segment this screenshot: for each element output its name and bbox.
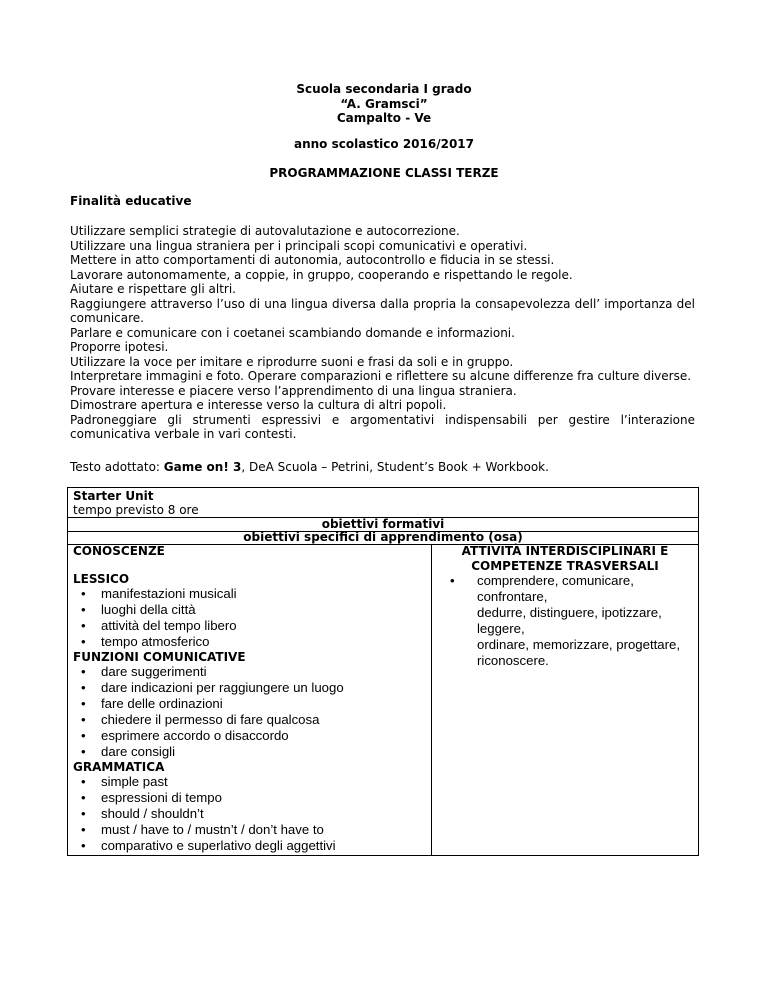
lessico-item: • manifestazioni musicali bbox=[73, 586, 423, 602]
funzioni-item: • fare delle ordinazioni bbox=[73, 696, 423, 712]
lessico-title: LESSICO bbox=[73, 572, 130, 586]
school-type: Scuola secondaria I grado bbox=[296, 82, 472, 96]
lessico-item: • tempo atmosferico bbox=[73, 634, 423, 650]
school-place: Campalto - Ve bbox=[336, 111, 432, 125]
unit-title: Starter Unit bbox=[73, 489, 154, 503]
funzioni-item: • dare suggerimenti bbox=[73, 664, 423, 680]
finalita-item: Proporre ipotesi. bbox=[70, 340, 169, 354]
column-divider bbox=[431, 544, 432, 856]
finalita-item: Parlare e comunicare con i coetanei scambiando domande e informazioni. bbox=[70, 325, 515, 340]
grammatica-item: • should / shouldn’t bbox=[73, 806, 423, 822]
conoscenze-cell bbox=[73, 572, 423, 854]
textbook-title: Game on! 3 bbox=[163, 460, 242, 474]
col-attivita bbox=[431, 544, 699, 573]
finalita-item: Utilizzare la voce per imitare e riprodurre suoni e frasi da soli e in gruppo. bbox=[70, 354, 514, 369]
competenze-cell bbox=[442, 573, 698, 669]
finalita-item: Utilizzare semplici strategie di autovalutazione e autocorrezione. bbox=[70, 224, 460, 238]
col-conoscenze: CONOSCENZE bbox=[73, 544, 165, 558]
finalita-item: comunicare. bbox=[70, 311, 144, 325]
obiettivi-formativi: obiettivi formativi bbox=[321, 517, 445, 531]
lessico-item: • attività del tempo libero bbox=[73, 618, 423, 634]
school-header bbox=[0, 82, 768, 126]
col-attivita-line1: ATTIVITÀ INTERDISCIPLINARI E bbox=[461, 544, 669, 558]
finalita-item: comunicativa verbale in vari contesti. bbox=[70, 427, 297, 441]
grammatica-item: • simple past bbox=[73, 774, 423, 790]
grammatica-item: • must / have to / mustn’t / don’t have to bbox=[73, 822, 423, 838]
grammatica-title: GRAMMATICA bbox=[73, 760, 165, 774]
competenze-line: dedurre, distinguere, ipotizzare, leggere, bbox=[477, 605, 662, 636]
competenze-line: riconoscere. bbox=[477, 653, 549, 668]
textbook-prefix: Testo adottato: bbox=[70, 460, 164, 474]
finalita-item: Lavorare autonomamente, a coppie, in gruppo, cooperando e rispettando le regole. bbox=[70, 267, 573, 282]
funzioni-item: • chiedere il permesso di fare qualcosa bbox=[73, 712, 423, 728]
finalita-list bbox=[70, 224, 695, 442]
finalita-item: Dimostrare apertura e interesse verso la cultura di altri popoli. bbox=[70, 398, 447, 412]
funzioni-item: • esprimere accordo o disaccordo bbox=[73, 728, 423, 744]
finalita-item: Mettere in atto comportamenti di autonomia, autocontrollo e fiducia in se stessi. bbox=[70, 253, 555, 267]
finalita-item: Provare interesse e piacere verso l’apprendimento di una lingua straniera. bbox=[70, 383, 517, 398]
finalita-item: Interpretare immagini e foto. Operare comparazioni e riflettere su alcune differenze fra culture diverse. bbox=[70, 369, 692, 383]
funzioni-title: FUNZIONI COMUNICATIVE bbox=[73, 650, 246, 664]
school-name: “A. Gramsci” bbox=[340, 96, 428, 111]
finalita-item: Utilizzare una lingua straniera per i principali scopi comunicativi e operativi. bbox=[70, 238, 528, 253]
textbook-line bbox=[70, 460, 549, 475]
grammatica-item: • espressioni di tempo bbox=[73, 790, 423, 806]
unit-table bbox=[67, 487, 699, 856]
col-attivita-line2: COMPETENZE TRASVERSALI bbox=[471, 558, 659, 573]
program-title: PROGRAMMAZIONE CLASSI TERZE bbox=[269, 166, 499, 180]
grammatica-item: • comparativo e superlativo degli aggettivi bbox=[73, 838, 423, 854]
funzioni-item: • dare consigli bbox=[73, 744, 423, 760]
school-year: anno scolastico 2016/2017 bbox=[293, 137, 475, 151]
lessico-item: • luoghi della città bbox=[73, 602, 423, 618]
competenze-line: • comprendere, comunicare, confrontare, bbox=[442, 573, 698, 605]
finalita-item: Padroneggiare gli strumenti espressivi e argomentativi indispensabili per gestire l’interazione bbox=[70, 412, 695, 427]
finalita-item: Raggiungere attraverso l’uso di una lingua diversa dalla propria la consapevolezza dell’ importanza del bbox=[70, 296, 695, 311]
funzioni-item: • dare indicazioni per raggiungere un luogo bbox=[73, 680, 423, 696]
finalita-item: Aiutare e rispettare gli altri. bbox=[70, 282, 236, 296]
textbook-suffix: , DeA Scuola – Petrini, Student’s Book + Workbook. bbox=[241, 460, 549, 474]
finalita-title: Finalità educative bbox=[70, 194, 192, 208]
obiettivi-specifici: obiettivi specifici di apprendimento (osa) bbox=[243, 530, 523, 544]
competenze-line: ordinare, memorizzare, progettare, bbox=[477, 637, 681, 652]
unit-time: tempo previsto 8 ore bbox=[73, 503, 199, 517]
